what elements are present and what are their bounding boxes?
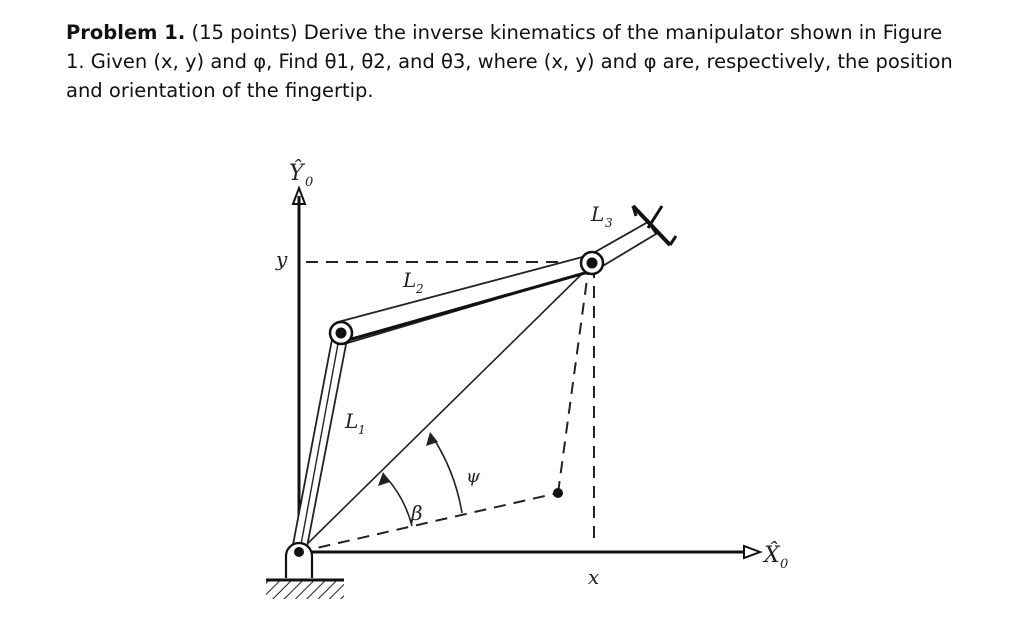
link-1-label-sub: 1 (358, 423, 366, 437)
beta-angle-arc (385, 476, 412, 526)
link-3-label-sub: 3 (605, 216, 613, 230)
problem-text: (15 points) Derive the inverse kinematics of the manipulator shown in Figure 1. Given (x, y) and φ, Find θ1, θ2, and θ3, where (x, y) and φ are, respectively, the position and orientation of the fingertip. (66, 21, 953, 102)
y-axis-label: Ŷ (289, 161, 304, 186)
link-2-edge (341, 271, 592, 342)
beta-reference-dashed (299, 493, 558, 552)
joint-2-inner (336, 328, 347, 339)
x-axis-label-sub: 0 (780, 557, 789, 572)
end-effector-finger-2 (670, 236, 676, 245)
joint-3-inner (587, 258, 598, 269)
beta-label: β (411, 501, 423, 525)
x-coordinate-label: x (588, 565, 600, 589)
problem-heading: Problem 1. (66, 21, 186, 44)
reference-point-dot (553, 488, 563, 498)
link-3-label: L (591, 202, 605, 226)
psi-angle-arc (432, 436, 462, 513)
y-axis-label-sub: 0 (305, 175, 314, 190)
orientation-dashed (558, 272, 588, 493)
end-effector-tip (648, 206, 662, 228)
ground-hatch (266, 581, 344, 599)
psi-label: ψ (466, 466, 481, 487)
link-1-label: L (345, 409, 359, 433)
link-2-label-sub: 2 (416, 282, 424, 296)
x-axis-arrow (744, 546, 760, 558)
y-coordinate-label: y (276, 247, 288, 271)
base-joint (294, 547, 304, 557)
link-2-label: L (403, 268, 417, 292)
x-axis-label: X̂ (764, 543, 780, 568)
